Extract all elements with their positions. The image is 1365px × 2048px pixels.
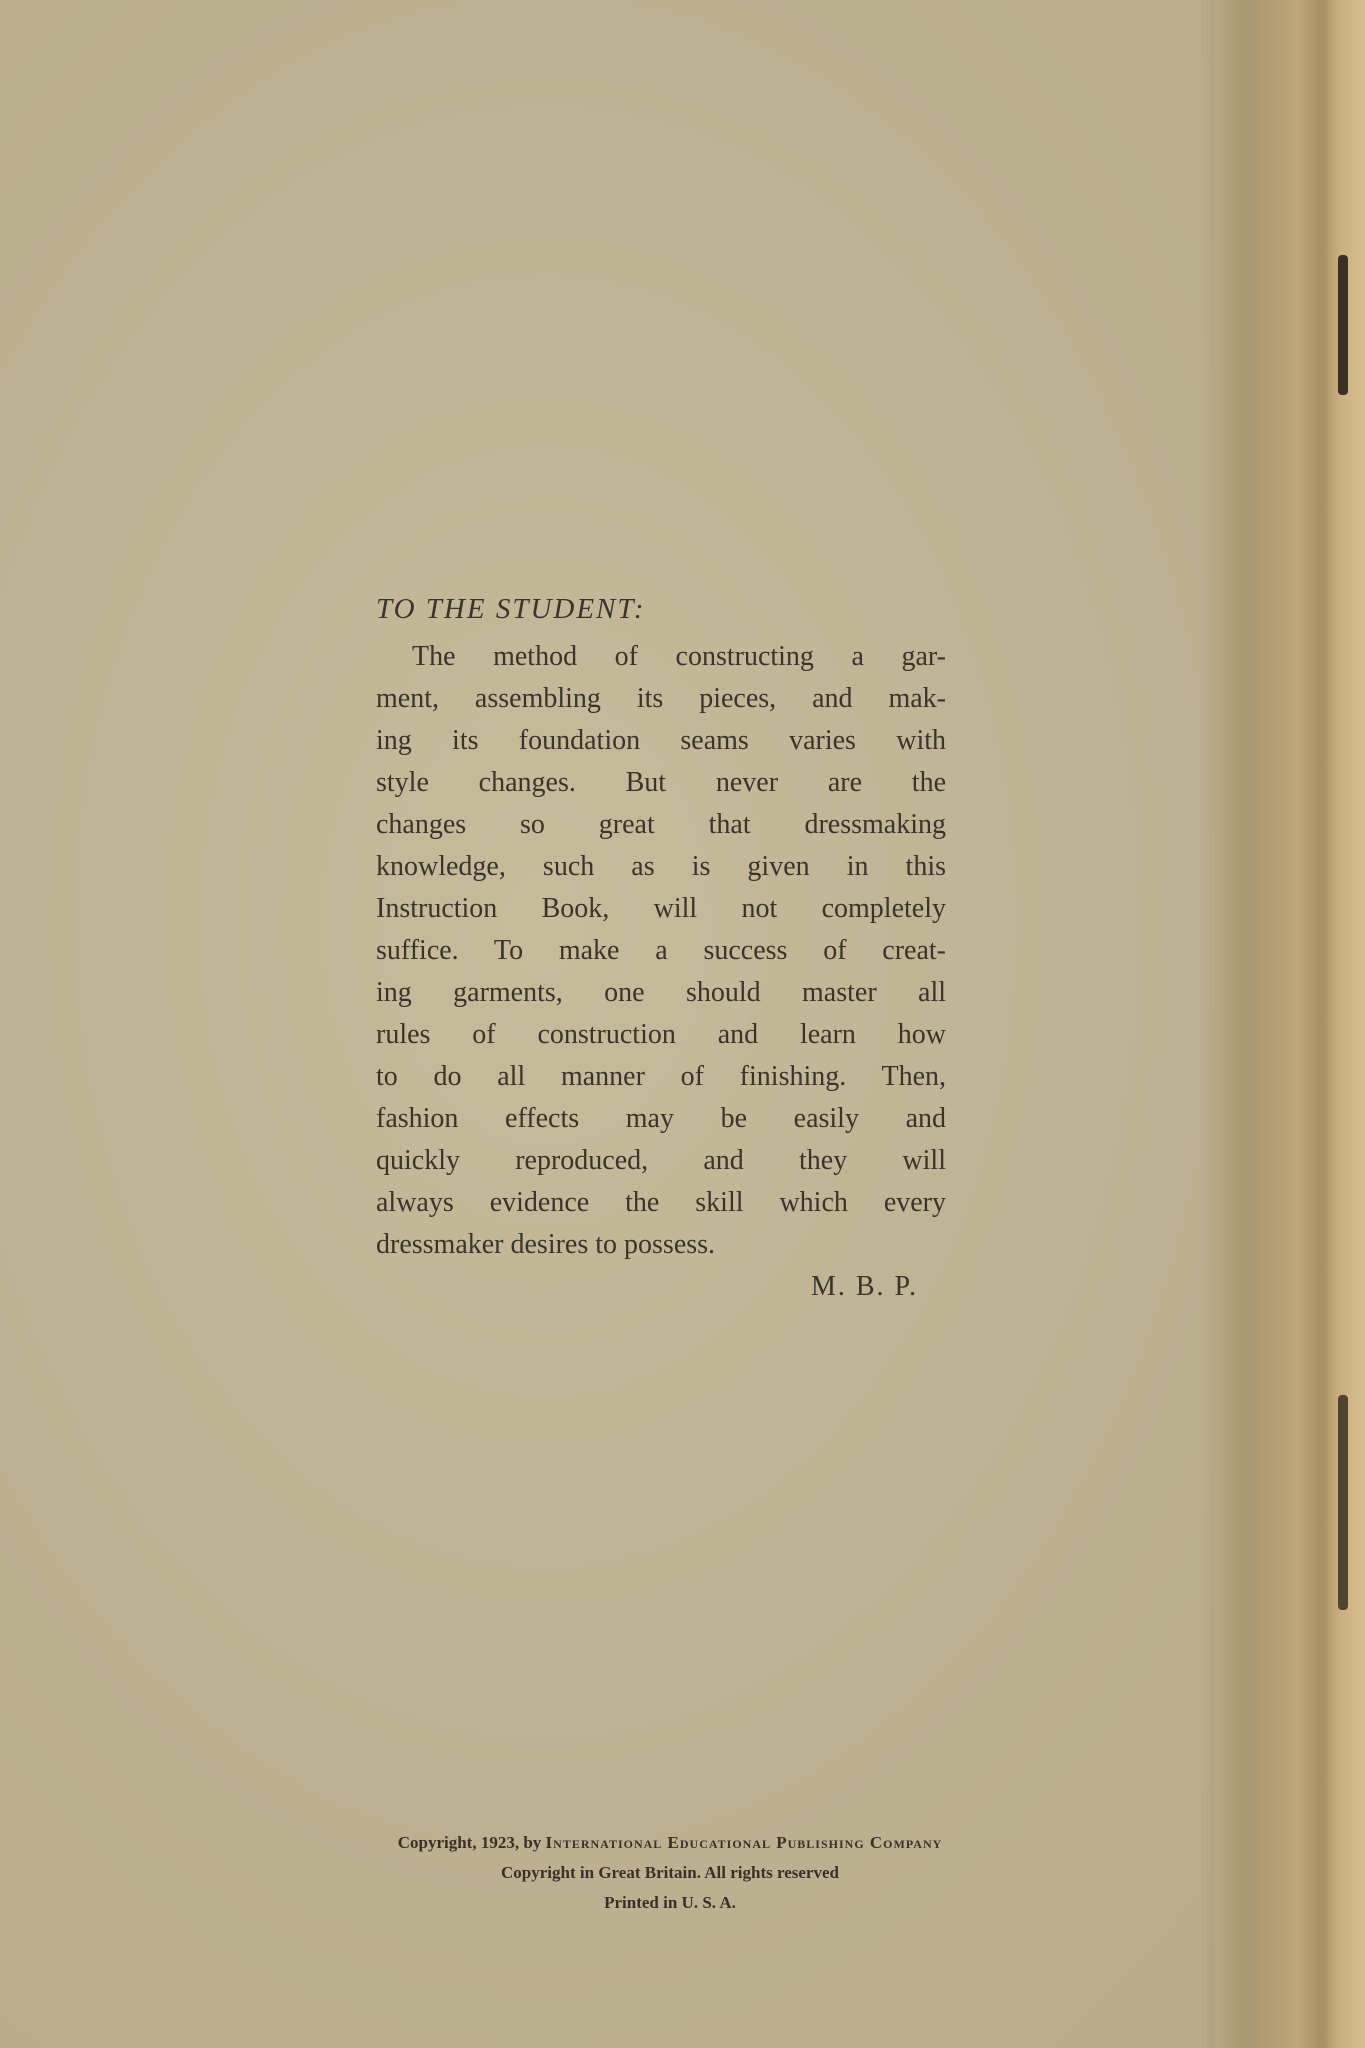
binding-mark-top: [1338, 255, 1348, 395]
foreword-block: [376, 590, 946, 1308]
foreword-body: [376, 636, 946, 1266]
copyright-line-3: Printed in U. S. A.: [604, 1893, 736, 1912]
copyright-prefix: Copyright, 1923, by: [397, 1833, 542, 1852]
foreword-line: ing its foundation seams varies with: [376, 725, 946, 756]
foreword-line: rules of construction and learn how: [376, 1019, 946, 1050]
foreword-line: always evidence the skill which every: [376, 1187, 946, 1218]
foreword-heading: TO THE STUDENT:: [376, 593, 646, 625]
foreword-line: knowledge, such as is given in this: [376, 851, 946, 882]
copyright-line-1: [240, 1828, 1100, 1858]
foreword-line: changes so great that dressmaking: [376, 809, 946, 840]
foreword-line: Instruction Book, will not completely: [376, 893, 946, 924]
foreword-line: dressmaker desires to possess.: [376, 1229, 716, 1260]
foreword-line: quickly reproduced, and they will: [376, 1145, 946, 1176]
foreword-line: to do all manner of finishing. Then,: [376, 1061, 946, 1092]
foreword-line: The method of constructing a gar-: [412, 641, 946, 672]
foreword-line: ing garments, one should master all: [376, 977, 946, 1008]
copyright-notice: [240, 1828, 1100, 1918]
foreword-line: fashion effects may be easily and: [376, 1103, 946, 1134]
foreword-line: style changes. But never are the: [376, 767, 946, 798]
foreword-line: ment, assembling its pieces, and mak-: [376, 683, 946, 714]
foreword-line: suffice. To make a success of creat-: [376, 935, 946, 966]
binding-mark-bottom: [1338, 1395, 1348, 1610]
author-initials: M. B. P.: [810, 1271, 918, 1302]
copyright-line-2: Copyright in Great Britain. All rights reserved: [501, 1863, 839, 1882]
publisher-name: International Educational Publishing Company: [545, 1833, 943, 1852]
